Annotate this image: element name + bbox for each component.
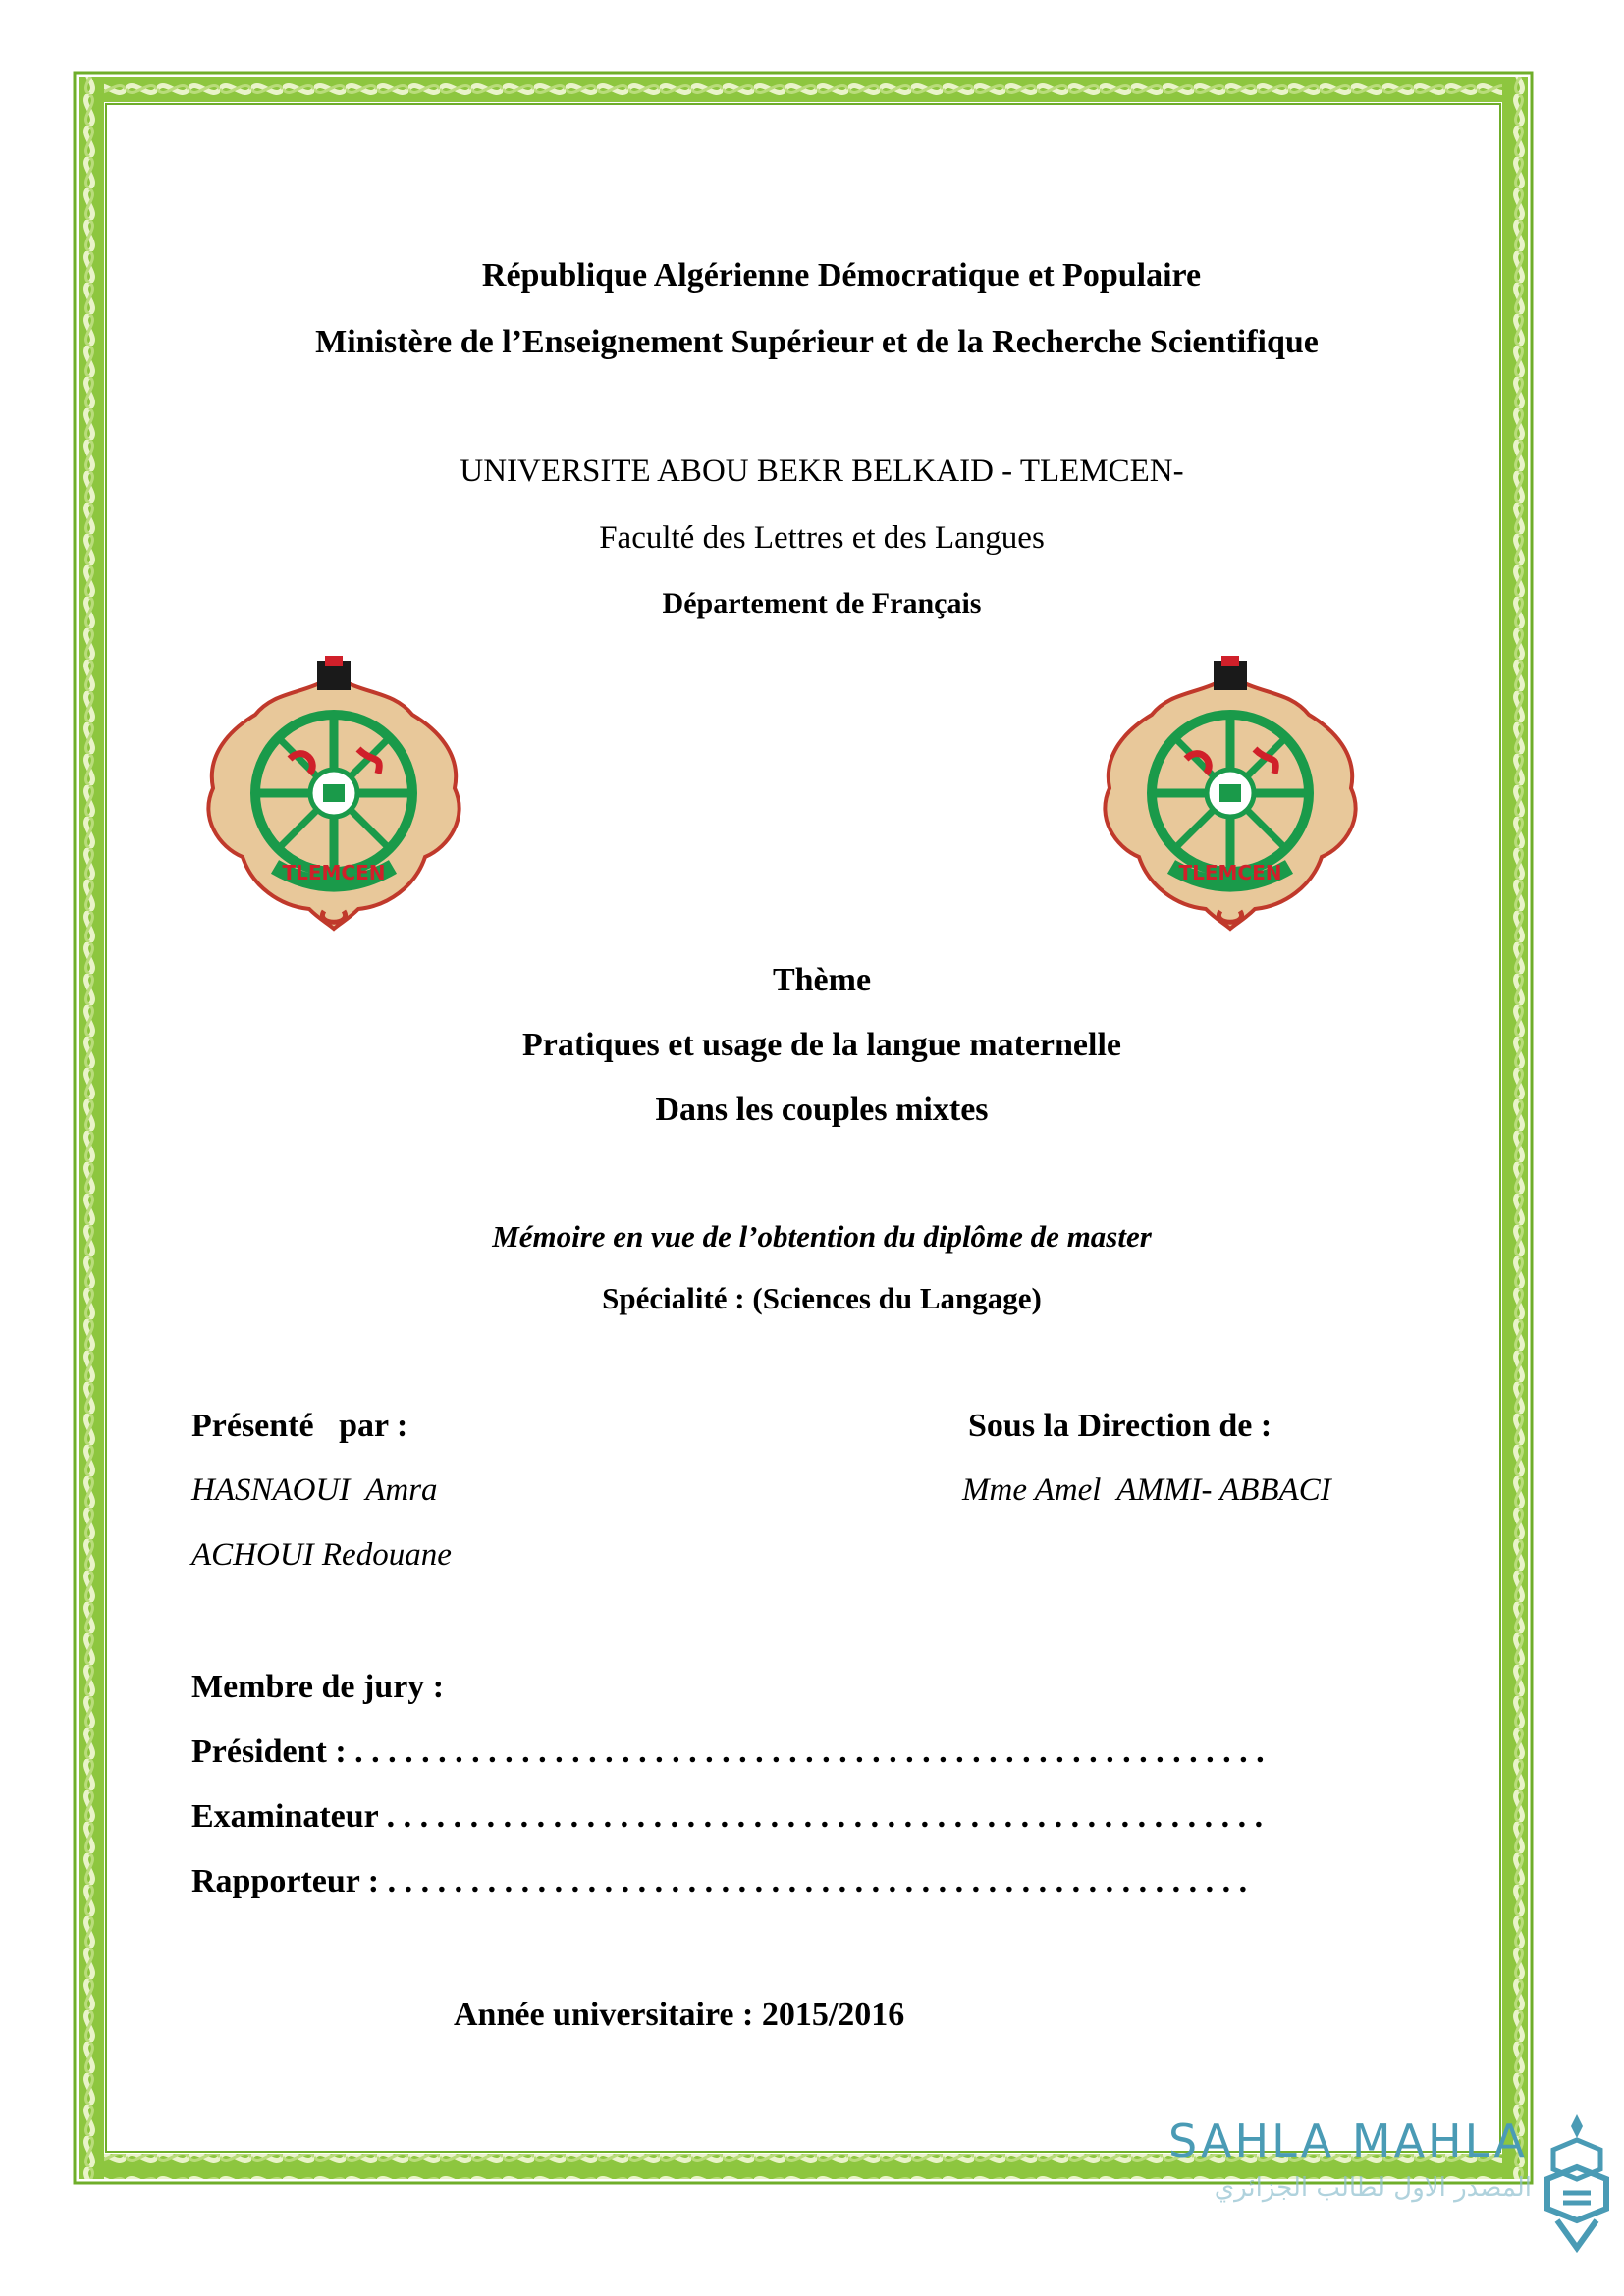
author-1: HASNAOUI Amra	[191, 1472, 438, 1508]
supervisor-name: Mme Amel AMMI- ABBACI	[962, 1472, 1331, 1508]
republic-title: République Algérienne Démocratique et Populaire	[481, 257, 1202, 294]
faculty-name: Faculté des Lettres et des Langues	[599, 520, 1045, 556]
university-logo-right	[1088, 656, 1373, 940]
jury-examinateur: Examinateur . . . . . . . . . . . . . . . . . . . . . . . . . . . . . . . . . . . . . . . . . . . . . . . . . . . . .	[191, 1798, 1264, 1835]
sahla-mahla-watermark	[1168, 2110, 1624, 2296]
specialty: Spécialité : (Sciences du Langage)	[602, 1281, 1042, 1315]
watermark-logo-icon	[1534, 2110, 1620, 2258]
direction-label: Sous la Direction de :	[968, 1408, 1272, 1444]
department-name: Département de Français	[662, 587, 982, 619]
author-2: ACHOUI Redouane	[191, 1537, 452, 1573]
theme-label: Thème	[772, 962, 872, 998]
jury-label: Membre de jury :	[191, 1669, 445, 1705]
jury-president: Président : . . . . . . . . . . . . . . . . . . . . . . . . . . . . . . . . . . . . . . . . . . . . . . . . . . . . . . .	[191, 1734, 1265, 1770]
university-name: UNIVERSITE ABOU BEKR BELKAID - TLEMCEN-	[460, 454, 1184, 489]
watermark-brand: SAHLA MAHLA	[1168, 2114, 1528, 2167]
theme-title-line1: Pratiques et usage de la langue maternelle	[521, 1027, 1122, 1063]
ministry-title: Ministère de l’Enseignement Supérieur et de la Recherche Scientifique	[315, 324, 1319, 360]
theme-title-line2: Dans les couples mixtes	[655, 1092, 989, 1128]
logo-right-text: TLEMCEN	[1178, 861, 1282, 884]
logo-left-text: TLEMCEN	[282, 861, 386, 884]
presented-label: Présenté par :	[191, 1408, 408, 1444]
academic-year: Année universitaire : 2015/2016	[454, 1997, 905, 2033]
watermark-tagline: المصدر الاول لطالب الجزائري	[1214, 2173, 1532, 2203]
university-logo-left	[191, 656, 476, 940]
memoire-purpose: Mémoire en vue de l’obtention du diplôme de master	[492, 1219, 1152, 1254]
jury-rapporteur: Rapporteur : . . . . . . . . . . . . . . . . . . . . . . . . . . . . . . . . . . . . . . . . . . . . . . . . . . . .	[191, 1863, 1248, 1899]
